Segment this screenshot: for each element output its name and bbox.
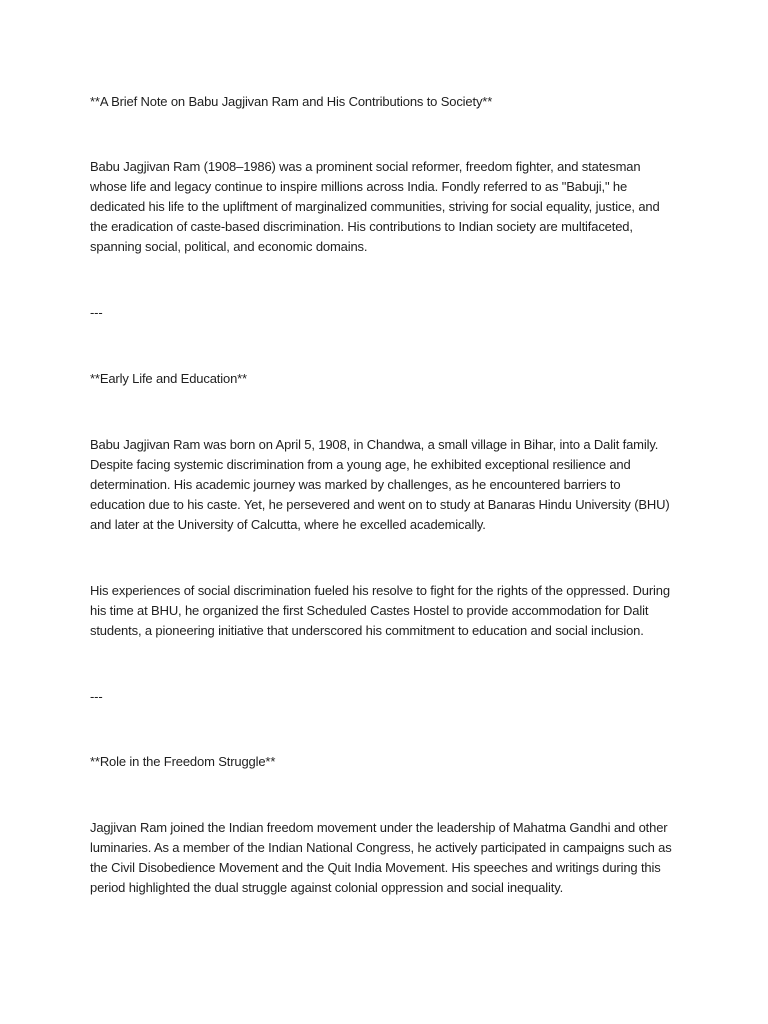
section-divider: --- <box>90 689 103 704</box>
paragraph-line: determination. His academic journey was marked by challenges, as he encountered barriers to <box>90 477 621 492</box>
paragraph-line: and later at the University of Calcutta, where he excelled academically. <box>90 517 486 532</box>
discrimination-paragraph <box>90 581 690 641</box>
paragraph-line: spanning social, political, and economic domains. <box>90 239 368 254</box>
paragraph-line: Jagjivan Ram joined the Indian freedom movement under the leadership of Mahatma Gandhi and other <box>90 820 668 835</box>
document-title: **A Brief Note on Babu Jagjivan Ram and His Contributions to Society** <box>90 94 493 109</box>
paragraph-line: period highlighted the dual struggle against colonial oppression and social inequality. <box>90 880 564 895</box>
freedom-struggle-paragraph <box>90 818 690 898</box>
paragraph-line: Despite facing systemic discrimination from a young age, he exhibited exceptional resilience and <box>90 457 631 472</box>
intro-paragraph <box>90 157 690 257</box>
paragraph-line: students, a pioneering initiative that underscored his commitment to education and social inclusion. <box>90 623 644 638</box>
paragraph-line: the eradication of caste-based discrimination. His contributions to Indian society are multifaceted, <box>90 219 633 234</box>
section-heading-early-life: **Early Life and Education** <box>90 371 247 386</box>
early-life-paragraph <box>90 435 690 535</box>
paragraph-line: education due to his caste. Yet, he persevered and went on to study at Banaras Hindu University (BHU) <box>90 497 670 512</box>
section-divider: --- <box>90 305 103 320</box>
paragraph-line: Babu Jagjivan Ram was born on April 5, 1908, in Chandwa, a small village in Bihar, into a Dalit family. <box>90 437 659 452</box>
paragraph-line: his time at BHU, he organized the first Scheduled Castes Hostel to provide accommodation for Dalit <box>90 603 649 618</box>
paragraph-line: Babu Jagjivan Ram (1908–1986) was a prominent social reformer, freedom fighter, and statesman <box>90 159 641 174</box>
paragraph-line: dedicated his life to the upliftment of marginalized communities, striving for social equality, justice, and <box>90 199 660 214</box>
paragraph-line: His experiences of social discrimination fueled his resolve to fight for the rights of the oppressed. During <box>90 583 670 598</box>
paragraph-line: luminaries. As a member of the Indian National Congress, he actively participated in campaigns such as <box>90 840 672 855</box>
paragraph-line: whose life and legacy continue to inspire millions across India. Fondly referred to as "Babuji," he <box>90 179 628 194</box>
section-heading-freedom-struggle: **Role in the Freedom Struggle** <box>90 754 276 769</box>
paragraph-line: the Civil Disobedience Movement and the Quit India Movement. His speeches and writings during this <box>90 860 661 875</box>
